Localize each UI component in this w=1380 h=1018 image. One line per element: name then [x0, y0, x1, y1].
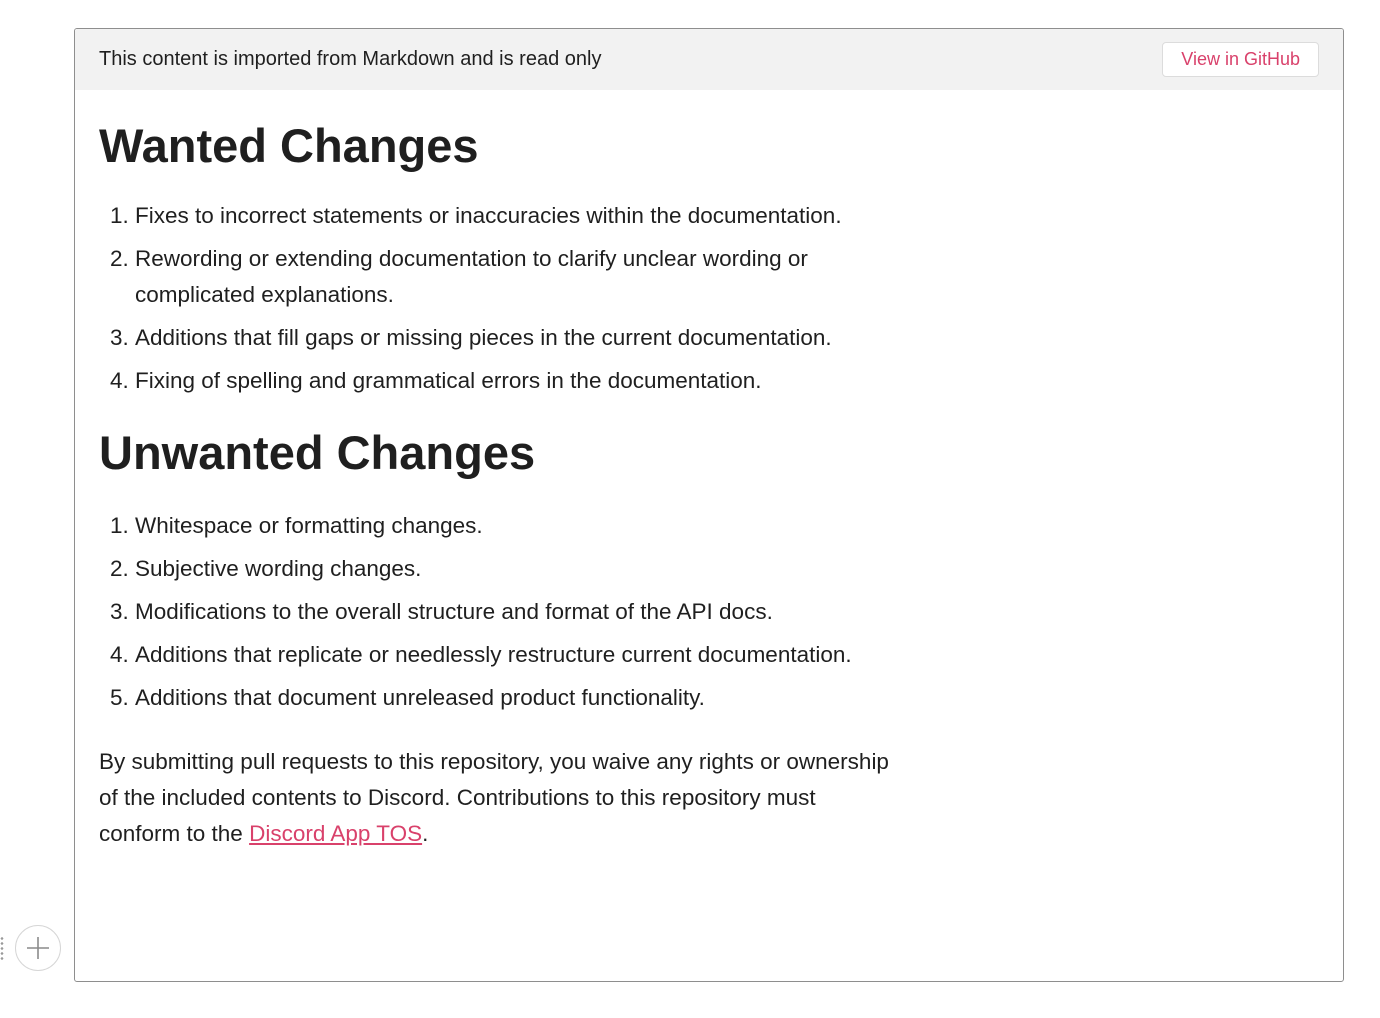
note-end: . — [422, 820, 429, 846]
contribution-note — [99, 744, 899, 852]
note-text: By submitting pull requests to this repository, you waive any rights or ownership of the included contents to Discord. Contributions to this repository must conform to the — [99, 748, 889, 846]
read-only-banner — [75, 29, 1343, 90]
list-item: 1. Fixes to incorrect statements or inaccuracies within the documentation. — [135, 198, 899, 234]
plus-icon — [25, 935, 51, 961]
document-body — [75, 90, 923, 852]
drag-handle-icon[interactable] — [0, 936, 4, 960]
list-item: 1. Whitespace or formatting changes. — [135, 508, 899, 544]
list-item: 4. Additions that replicate or needlessly restructure current documentation. — [135, 637, 899, 673]
view-in-github-button[interactable]: View in GitHub — [1162, 42, 1319, 77]
discord-app-tos-link[interactable]: Discord App TOS — [249, 820, 423, 846]
list-item: 5. Additions that document unreleased product functionality. — [135, 680, 899, 716]
add-block-button[interactable] — [15, 925, 61, 971]
list-item: 3. Modifications to the overall structure and format of the API docs. — [135, 594, 899, 630]
unwanted-changes-list — [99, 508, 899, 716]
markdown-content-panel — [74, 28, 1344, 982]
wanted-changes-list — [99, 198, 899, 399]
list-item: 3. Additions that fill gaps or missing pieces in the current documentation. — [135, 320, 899, 356]
wanted-changes-heading: Wanted Changes — [99, 119, 479, 172]
list-item: 2. Subjective wording changes. — [135, 551, 899, 587]
unwanted-changes-heading: Unwanted Changes — [99, 426, 536, 480]
read-only-notice: This content is imported from Markdown and is read only — [99, 48, 602, 70]
list-item: 2. Rewording or extending documentation to clarify unclear wording or complicated explanations. — [135, 241, 899, 313]
list-item: 4. Fixing of spelling and grammatical errors in the documentation. — [135, 363, 899, 399]
